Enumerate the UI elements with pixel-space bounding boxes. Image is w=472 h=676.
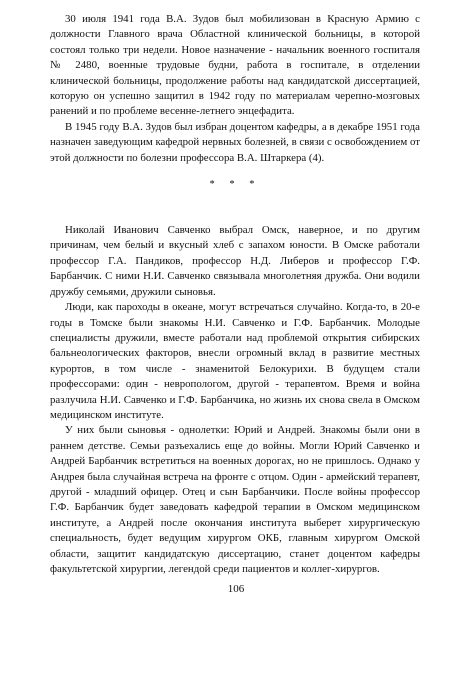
page-body xyxy=(50,12,420,577)
paragraph-savchenko-omsk: Николай Иванович Савченко выбрал Омск, наверное, и по другим причинам, чем белый и вкусный хлеб с запахом юности. В Омске работали профессор Г.А. Пандиков, профессор Н.Д. Либеров и профессор Г.Ф. Барбанчик. С ними Н.И. Савченко связывала многолетняя дружба. Они водили дружбу семьями, дружили сыновья. xyxy=(50,224,420,298)
paragraph-people-like-ships: Люди, как пароходы в океане, могут встречаться случайно. Когда-то, в 20-е годы в Томске были знакомы Н.И. Савченко и Г.Ф. Барбанчик. Молодые специалисты дружили, вместе работали над проблемой открытия сибирских бальнеологических факторов, внесли огромный вклад в развитие местных курортов, в том числе - знаменитой Белокурихи. В будущем стали профессорами: один - невропологом, другой - терапевтом. Время и война разлучила Н.И. Савченко и Г.Ф. Барбанчика, но жизнь их снова свела в Омском медицинском институте. xyxy=(50,301,420,421)
paragraph-zudov-department-head: В 1945 году В.А. Зудов был избран доцентом кафедры, а в декабре 1951 года назначен заведующим кафедрой нервных болезней, в связи с освобождением от этой должности по болезни профессора В.А. Штаркера (4). xyxy=(50,120,420,164)
paragraph-zudov-mobilization: 30 июля 1941 года В.А. Зудов был мобилизован в Красную Армию с должности Главного врача Областной клинической больницы, в которой состоял только три недели. Новое назначение - начальник военного госпиталя № 2480, военные трудовые будни, работа в госпитале, в отделении клинической больницы, продолжение работы над кандидатской диссертацией, которую он успешно защитил в 1942 году по материалам черепно-мозговых ранений и по проблеме весенне-летнего энцефадита. xyxy=(50,13,420,118)
page-number: 106 xyxy=(227,583,245,595)
section-separator: * * * xyxy=(209,179,261,191)
paragraph-sons: У них были сыновья - однолетки: Юрий и Андрей. Знакомы были они в раннем детстве. Семьи разъехались еще до войны. Могли Юрий Савченко и Андрей Барбанчик встретиться на военных дорогах, но не пришлось. Однако у Андрея была случайная встреча на фронте с отцом. Один - армейский терапевт, другой - младший офицер. Отец и сын Барбанчики. После войны профессор Г.Ф. Барбанчик будет заведовать кафедрой терапии в Омском медицинском институте, а Андрей после окончания института выберет хирургическую специальность, будет ведущим хирургом ОКБ, главным хирургом Омской области, защитит кандидатскую диссертацию, станет доцентом кафедры факультетской хирургии, легендой среди пациентов и коллег-хирургов. xyxy=(50,424,420,575)
